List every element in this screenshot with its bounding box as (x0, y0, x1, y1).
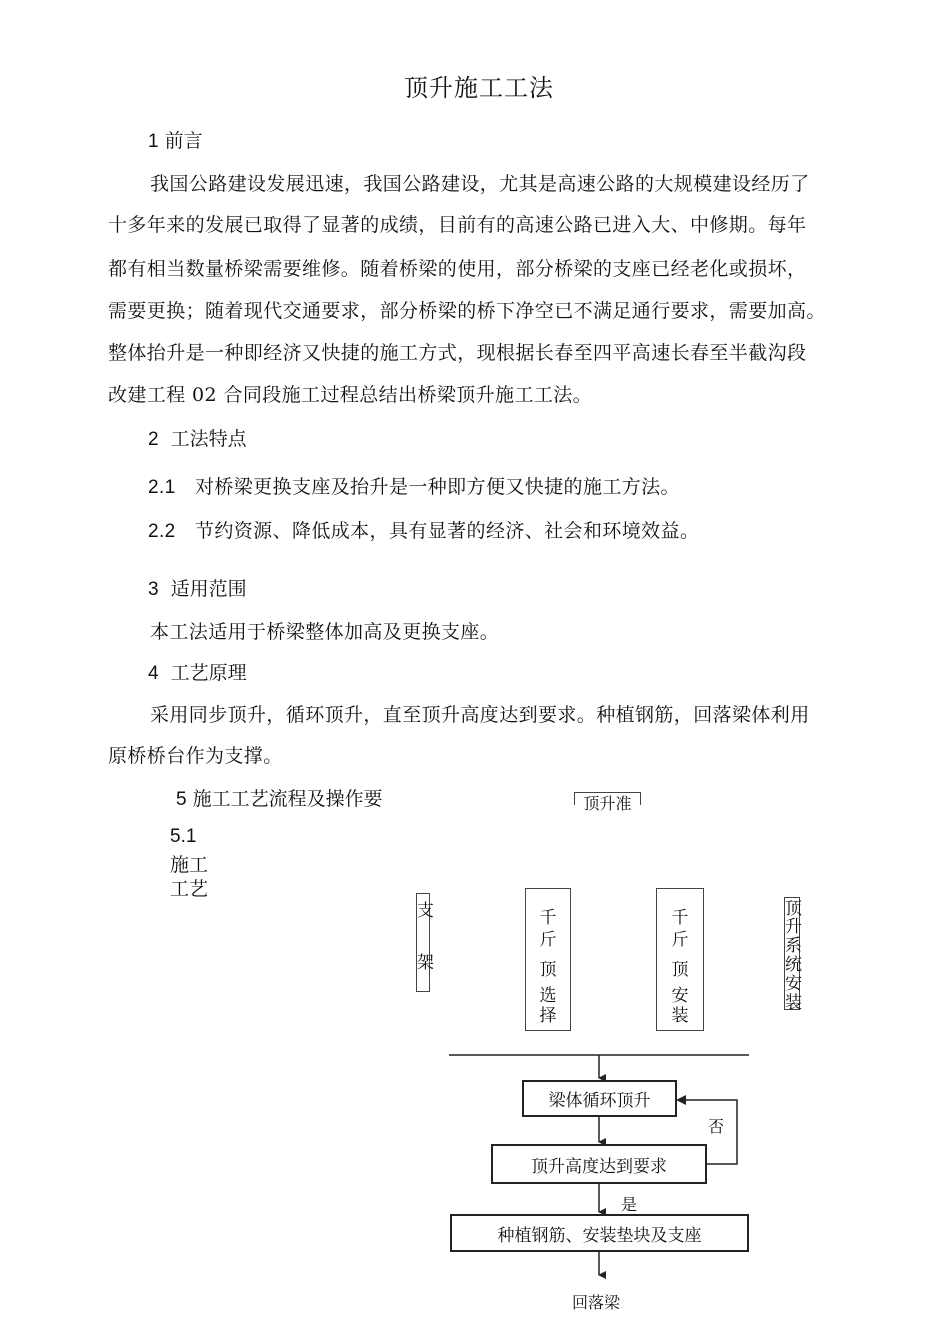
subsection-text: 节约资源、降低成本，具有显著的经济、社会和环境效益。 (194, 520, 700, 542)
paragraph-line: 改建工程 02 合同段施工过程总结出桥梁顶升施工工法。 (108, 384, 593, 406)
flow-char: 择 (539, 1006, 557, 1026)
section-number: 4 (148, 663, 159, 684)
flow-char: 升 (785, 917, 802, 937)
subsection-number: 2.1 (148, 477, 176, 498)
subsection-5-1-number: 5.1 (170, 826, 197, 847)
flow-char: 斤 (539, 930, 557, 950)
flow-box-rebar: 种植钢筋、安装垫块及支座 (450, 1214, 749, 1252)
paragraph-line: 十多年来的发展已取得了显著的成绩，目前有的高速公路已进入大、中修期。每年 (108, 214, 807, 236)
section-number: 3 (148, 579, 159, 600)
section-title: 工法特点 (170, 428, 247, 450)
flow-box-cycle-lift: 梁体循环顶升 (522, 1080, 677, 1117)
flow-char: 选 (539, 986, 557, 1006)
flow-box-jack-prep: 顶升准 (574, 792, 641, 805)
paragraph-line: 需要更换；随着现代交通要求，部分桥梁的桥下净空已不满足通行要求，需要加高。 (108, 300, 826, 322)
section-title: 施工工艺流程及操作要 (192, 788, 383, 810)
flow-char: 系 (785, 936, 802, 956)
paragraph-line: 原桥桥台作为支撑。 (108, 745, 283, 767)
flow-box-drop-beam: 回落梁 (572, 1293, 621, 1312)
flow-box-height-check: 顶升高度达到要求 (491, 1144, 707, 1184)
paragraph-line: 我国公路建设发展迅速，我国公路建设，尤其是高速公路的大规模建设经历了 (150, 173, 810, 195)
section-number: 2 (148, 429, 159, 450)
flow-char: 顶 (539, 960, 557, 980)
subsection-5-1-line: 施工 (170, 854, 209, 876)
flow-char: 千 (671, 908, 689, 928)
flow-char: 顶 (671, 960, 689, 980)
paragraph-line: 采用同步顶升，循环顶升，直至顶升高度达到要求。种植钢筋，回落梁体利用 (150, 704, 810, 726)
paragraph-line: 都有相当数量桥梁需要维修。随着桥梁的使用，部分桥梁的支座已经老化或损坏， (108, 258, 807, 280)
section-title: 适用范围 (170, 578, 247, 600)
subsection-5-1-line: 工艺 (170, 878, 209, 900)
flow-label-no: 否 (708, 1117, 725, 1136)
paragraph-line: 本工法适用于桥梁整体加高及更换支座。 (150, 621, 500, 643)
flow-char: 装 (785, 993, 802, 1013)
flow-char: 支 (417, 901, 434, 921)
section-title: 前言 (164, 130, 203, 152)
subsection-number: 2.2 (148, 521, 176, 542)
section-number: 1 (148, 131, 159, 152)
subsection-text: 对桥梁更换支座及抬升是一种即方便又快捷的施工方法。 (194, 476, 680, 498)
flow-char: 斤 (671, 930, 689, 950)
flow-char: 架 (417, 953, 434, 973)
section-number: 5 (176, 789, 187, 810)
section-title: 工艺原理 (170, 662, 247, 684)
flow-char: 装 (671, 1006, 689, 1026)
flow-label-yes: 是 (621, 1195, 638, 1214)
flow-char: 统 (785, 955, 802, 975)
flow-char: 安 (785, 974, 802, 994)
flow-char: 顶 (785, 899, 802, 919)
flow-char: 安 (671, 986, 689, 1006)
paragraph-line: 整体抬升是一种即经济又快捷的施工方式，现根据长春至四平高速长春至半截沟段 (108, 342, 807, 364)
page-title: 顶升施工工法 (404, 74, 554, 102)
flow-char: 千 (539, 908, 557, 928)
